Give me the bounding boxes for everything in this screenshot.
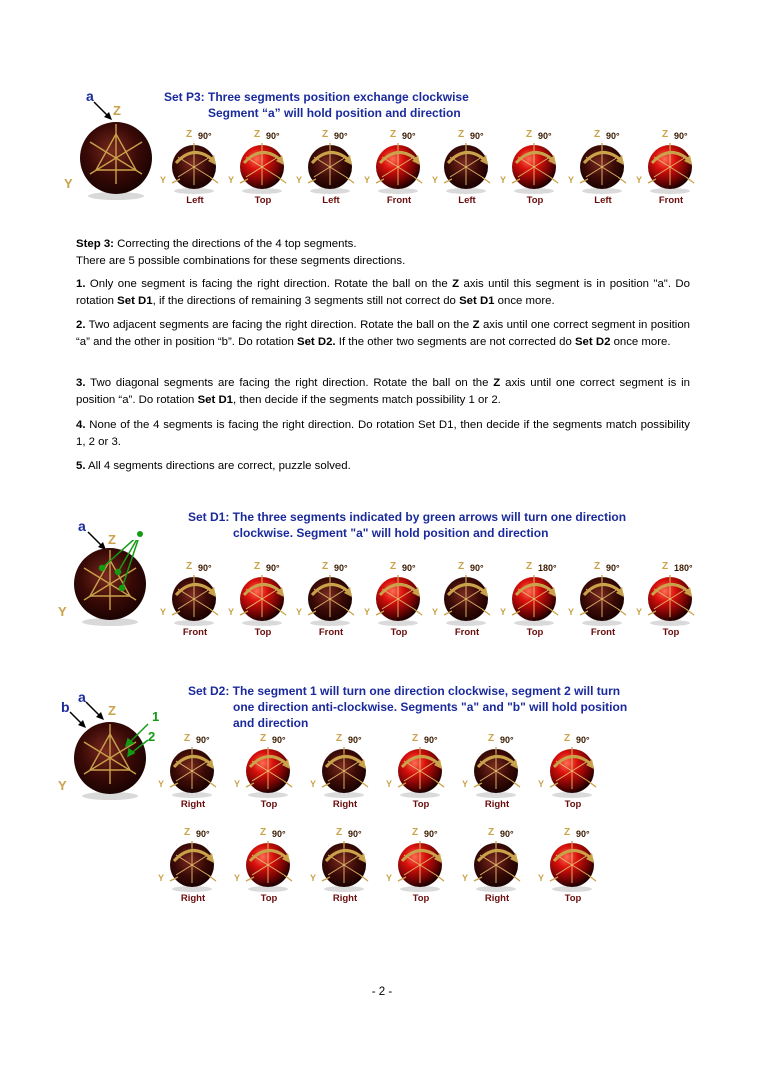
move-degree: 90° [196, 735, 210, 745]
move-z-label: Z [322, 561, 329, 572]
move-degree: 90° [196, 829, 210, 839]
p3-move-3 [296, 129, 362, 211]
p3-marker-a: a [86, 88, 94, 104]
move-degree: 90° [402, 563, 416, 573]
p3-main-y-label: Y [64, 176, 73, 191]
d1-move-7 [568, 561, 634, 643]
d1-main-y-label: Y [58, 604, 67, 619]
case-5-text: All 4 segments directions are correct, puzzle solved. [85, 460, 351, 472]
move-degree: 90° [500, 735, 514, 745]
move-degree: 90° [266, 131, 280, 141]
d1-move-2 [228, 561, 294, 643]
move-ball-icon [166, 569, 224, 629]
d2-main-z-label: Z [108, 703, 116, 718]
d2-title-line1: Set D2: The segment 1 will turn one direction clockwise, segment 2 will turn [188, 684, 621, 698]
move-z-label: Z [564, 733, 571, 744]
step3-heading-rest: Correcting the directions of the 4 top segments. [113, 238, 357, 250]
move-ball-icon [234, 137, 292, 197]
move-z-label: Z [458, 561, 465, 572]
d1-title-line1: Set D1: The three segments indicated by green arrows will turn one direction [188, 510, 627, 524]
d2-row2-move-1 [158, 827, 224, 909]
d1-main-ball-icon [66, 540, 154, 628]
move-y-label: Y [500, 175, 507, 185]
d1-move-3 [296, 561, 362, 643]
d1-move-5 [432, 561, 498, 643]
move-ball-icon [506, 137, 564, 197]
p3-move-6 [500, 129, 566, 211]
move-degree: 90° [576, 829, 590, 839]
d2-row2-move-4 [386, 827, 452, 909]
move-ball-icon [370, 137, 428, 197]
move-z-label: Z [390, 129, 397, 140]
move-degree: 90° [538, 131, 552, 141]
case-1-set-2: Set D1 [459, 294, 495, 307]
move-degree: 90° [674, 131, 688, 141]
d2-row2-move-3 [310, 827, 376, 909]
move-ball-icon [544, 741, 602, 801]
case-2-set-1: Set D2. [296, 335, 336, 348]
move-z-label: Z [488, 827, 495, 838]
move-label: Left [186, 195, 204, 206]
move-ball-icon [438, 569, 496, 629]
move-degree: 90° [576, 735, 590, 745]
move-ball-icon [164, 741, 222, 801]
move-y-label: Y [636, 175, 643, 185]
move-label: Left [322, 195, 340, 206]
case-3-number: 3. [76, 377, 86, 389]
d2-row2-move-5 [462, 827, 528, 909]
d1-marker-a: a [78, 518, 86, 534]
d2-row1-move-6 [538, 733, 604, 815]
move-y-label: Y [636, 607, 643, 617]
step3-case-5 [76, 458, 690, 475]
move-ball-icon [234, 569, 292, 629]
move-ball-icon [544, 835, 602, 895]
move-y-label: Y [386, 873, 393, 883]
move-y-label: Y [296, 175, 303, 185]
move-label: Front [386, 195, 412, 206]
move-degree: 90° [500, 829, 514, 839]
move-ball-icon [302, 137, 360, 197]
move-label: Top [390, 627, 408, 638]
move-label: Right [332, 893, 358, 904]
d1-move-6 [500, 561, 566, 643]
d2-marker-b: b [61, 699, 70, 715]
p3-move-4 [364, 129, 430, 211]
d2-row1-move-3 [310, 733, 376, 815]
move-z-label: Z [336, 733, 343, 744]
move-degree: 90° [606, 131, 620, 141]
step3-heading: Step 3: [76, 238, 114, 250]
case-2-text-b: axis until one correct segment in position “a” and the other in position “b”. Do rotation [76, 319, 690, 348]
move-label: Top [254, 627, 272, 638]
move-z-label: Z [260, 733, 267, 744]
case-4-text: None of the 4 segments is facing the right direction. Do rotation Set D1, then decide if the segments match possibility 1, 2 or 3. [76, 419, 690, 448]
move-z-label: Z [526, 129, 533, 140]
step3-case-4 [76, 417, 690, 450]
p3-move-8 [636, 129, 702, 211]
move-ball-icon [370, 569, 428, 629]
move-y-label: Y [364, 175, 371, 185]
move-z-label: Z [184, 827, 191, 838]
d2-title-line3: and direction [233, 716, 309, 730]
move-label: Front [454, 627, 480, 638]
d2-title-line2: one direction anti-clockwise. Segments "a" and "b" will hold position [233, 700, 628, 714]
d1-move-4 [364, 561, 430, 643]
move-label: Top [564, 893, 582, 904]
move-z-label: Z [260, 827, 267, 838]
move-label: Top [412, 893, 430, 904]
move-y-label: Y [296, 607, 303, 617]
case-4-number: 4. [76, 419, 86, 431]
p3-title-line2: Segment “a” will hold position and direction [208, 106, 461, 120]
move-label: Right [180, 799, 206, 810]
move-ball-icon [392, 835, 450, 895]
p3-move-7 [568, 129, 634, 211]
move-ball-icon [302, 569, 360, 629]
move-y-label: Y [158, 873, 165, 883]
move-degree: 90° [402, 131, 416, 141]
step3-case-1 [76, 276, 690, 309]
move-label: Top [260, 799, 278, 810]
move-label: Top [260, 893, 278, 904]
d1-green-pointer-icon [130, 526, 146, 542]
move-degree: 90° [470, 563, 484, 573]
page-number: - 2 - [371, 986, 393, 998]
case-1-z: Z [452, 278, 460, 290]
move-label: Top [412, 799, 430, 810]
move-label: Top [662, 627, 680, 638]
move-ball-icon [642, 137, 700, 197]
move-label: Top [526, 195, 544, 206]
move-ball-icon [468, 741, 526, 801]
move-label: Front [590, 627, 616, 638]
move-y-label: Y [310, 779, 317, 789]
move-degree: 90° [334, 563, 348, 573]
d1-move-1 [160, 561, 226, 643]
move-y-label: Y [160, 607, 167, 617]
case-2-text-a: Two adjacent segments are facing the right direction. Rotate the ball on the [85, 319, 473, 331]
move-degree: 90° [424, 735, 438, 745]
move-ball-icon [164, 835, 222, 895]
move-y-label: Y [538, 873, 545, 883]
move-y-label: Y [432, 175, 439, 185]
move-ball-icon [438, 137, 496, 197]
d1-main-z-label: Z [108, 532, 116, 547]
case-3-z: Z [493, 377, 501, 389]
move-z-label: Z [412, 827, 419, 838]
p3-move-2 [228, 129, 294, 211]
move-ball-icon [240, 835, 298, 895]
d2-row2-move-2 [234, 827, 300, 909]
move-label: Right [180, 893, 206, 904]
move-ball-icon [392, 741, 450, 801]
case-1-text-c: , if the directions of remaining 3 segments still not correct do [152, 294, 460, 307]
move-y-label: Y [228, 175, 235, 185]
move-z-label: Z [186, 561, 193, 572]
case-1-text-a: Only one segment is facing the right direction. Rotate the ball on the [85, 278, 453, 290]
step3-intro [76, 236, 690, 269]
move-label: Top [564, 799, 582, 810]
step3-case-2 [76, 317, 690, 350]
move-y-label: Y [386, 779, 393, 789]
move-degree: 180° [538, 563, 557, 573]
d2-main-ball-icon [66, 714, 154, 802]
d1-move-8 [636, 561, 702, 643]
move-label: Front [182, 627, 208, 638]
move-ball-icon [574, 569, 632, 629]
d1-title-line2: clockwise. Segment "a" will hold position and direction [233, 526, 549, 540]
d2-main-y-label: Y [58, 778, 67, 793]
move-degree: 90° [424, 829, 438, 839]
p3-move-5 [432, 129, 498, 211]
move-degree: 180° [674, 563, 693, 573]
case-1-text-d: once more. [494, 294, 555, 307]
case-3-text-c: , then decide if the segments match possibility 1 or 2. [233, 393, 501, 406]
p3-main-ball-icon [72, 114, 160, 202]
move-ball-icon [574, 137, 632, 197]
p3-main-z-label: Z [113, 103, 121, 118]
move-y-label: Y [568, 607, 575, 617]
move-z-label: Z [458, 129, 465, 140]
case-2-text-c: If the other two segments are not corrected do [335, 335, 575, 348]
move-label: Top [526, 627, 544, 638]
move-z-label: Z [390, 561, 397, 572]
move-degree: 90° [606, 563, 620, 573]
move-degree: 90° [198, 131, 212, 141]
move-z-label: Z [336, 827, 343, 838]
d2-row1-move-4 [386, 733, 452, 815]
move-ball-icon [166, 137, 224, 197]
move-z-label: Z [254, 561, 261, 572]
move-y-label: Y [234, 779, 241, 789]
case-3-text-b: axis until one correct segment is in position “a”. Do rotation [76, 377, 690, 406]
move-degree: 90° [348, 829, 362, 839]
move-label: Right [484, 799, 510, 810]
move-label: Left [594, 195, 612, 206]
step3-line2: There are 5 possible combinations for these segments directions. [76, 254, 406, 267]
move-label: Left [458, 195, 476, 206]
move-y-label: Y [364, 607, 371, 617]
d2-row1-move-2 [234, 733, 300, 815]
move-label: Top [254, 195, 272, 206]
d2-marker-1: 1 [152, 709, 160, 724]
move-degree: 90° [470, 131, 484, 141]
step3-case-3 [76, 375, 690, 408]
move-z-label: Z [662, 561, 669, 572]
case-1-number: 1. [76, 278, 86, 290]
move-ball-icon [316, 835, 374, 895]
p3-move-1 [160, 129, 226, 211]
case-1-text-b: axis until this segment is in position "a". Do rotation [76, 278, 690, 307]
move-z-label: Z [594, 561, 601, 572]
case-2-number: 2. [76, 319, 86, 331]
move-z-label: Z [488, 733, 495, 744]
d2-marker-2: 2 [148, 729, 156, 744]
move-y-label: Y [568, 175, 575, 185]
move-z-label: Z [412, 733, 419, 744]
move-y-label: Y [462, 779, 469, 789]
d2-marker-a: a [78, 689, 86, 705]
move-ball-icon [316, 741, 374, 801]
d2-row1-move-1 [158, 733, 224, 815]
case-1-set-1: Set D1 [117, 294, 153, 307]
move-y-label: Y [500, 607, 507, 617]
move-y-label: Y [228, 607, 235, 617]
move-z-label: Z [254, 129, 261, 140]
case-3-set: Set D1 [197, 393, 234, 406]
move-y-label: Y [538, 779, 545, 789]
d2-row2-move-6 [538, 827, 604, 909]
d2-row1-move-5 [462, 733, 528, 815]
move-ball-icon [240, 741, 298, 801]
move-degree: 90° [272, 735, 286, 745]
move-degree: 90° [334, 131, 348, 141]
move-degree: 90° [348, 735, 362, 745]
case-2-z: Z [472, 319, 480, 331]
p3-title-line1: Set P3: Three segments position exchange clockwise [164, 90, 469, 104]
move-z-label: Z [662, 129, 669, 140]
move-y-label: Y [310, 873, 317, 883]
move-z-label: Z [526, 561, 533, 572]
move-y-label: Y [160, 175, 167, 185]
move-y-label: Y [432, 607, 439, 617]
case-2-text-d: once more. [610, 335, 671, 348]
move-y-label: Y [462, 873, 469, 883]
move-ball-icon [506, 569, 564, 629]
move-y-label: Y [158, 779, 165, 789]
move-label: Front [318, 627, 344, 638]
move-ball-icon [642, 569, 700, 629]
move-degree: 90° [272, 829, 286, 839]
case-2-set-2: Set D2 [574, 335, 611, 348]
case-5-number: 5. [76, 460, 86, 472]
move-y-label: Y [234, 873, 241, 883]
move-label: Right [484, 893, 510, 904]
move-degree: 90° [198, 563, 212, 573]
move-z-label: Z [564, 827, 571, 838]
case-3-text-a: Two diagonal segments are facing the right direction. Rotate the ball on the [85, 377, 494, 389]
move-label: Right [332, 799, 358, 810]
move-z-label: Z [184, 733, 191, 744]
move-degree: 90° [266, 563, 280, 573]
move-z-label: Z [186, 129, 193, 140]
move-z-label: Z [594, 129, 601, 140]
move-label: Front [658, 195, 684, 206]
move-z-label: Z [322, 129, 329, 140]
move-ball-icon [468, 835, 526, 895]
